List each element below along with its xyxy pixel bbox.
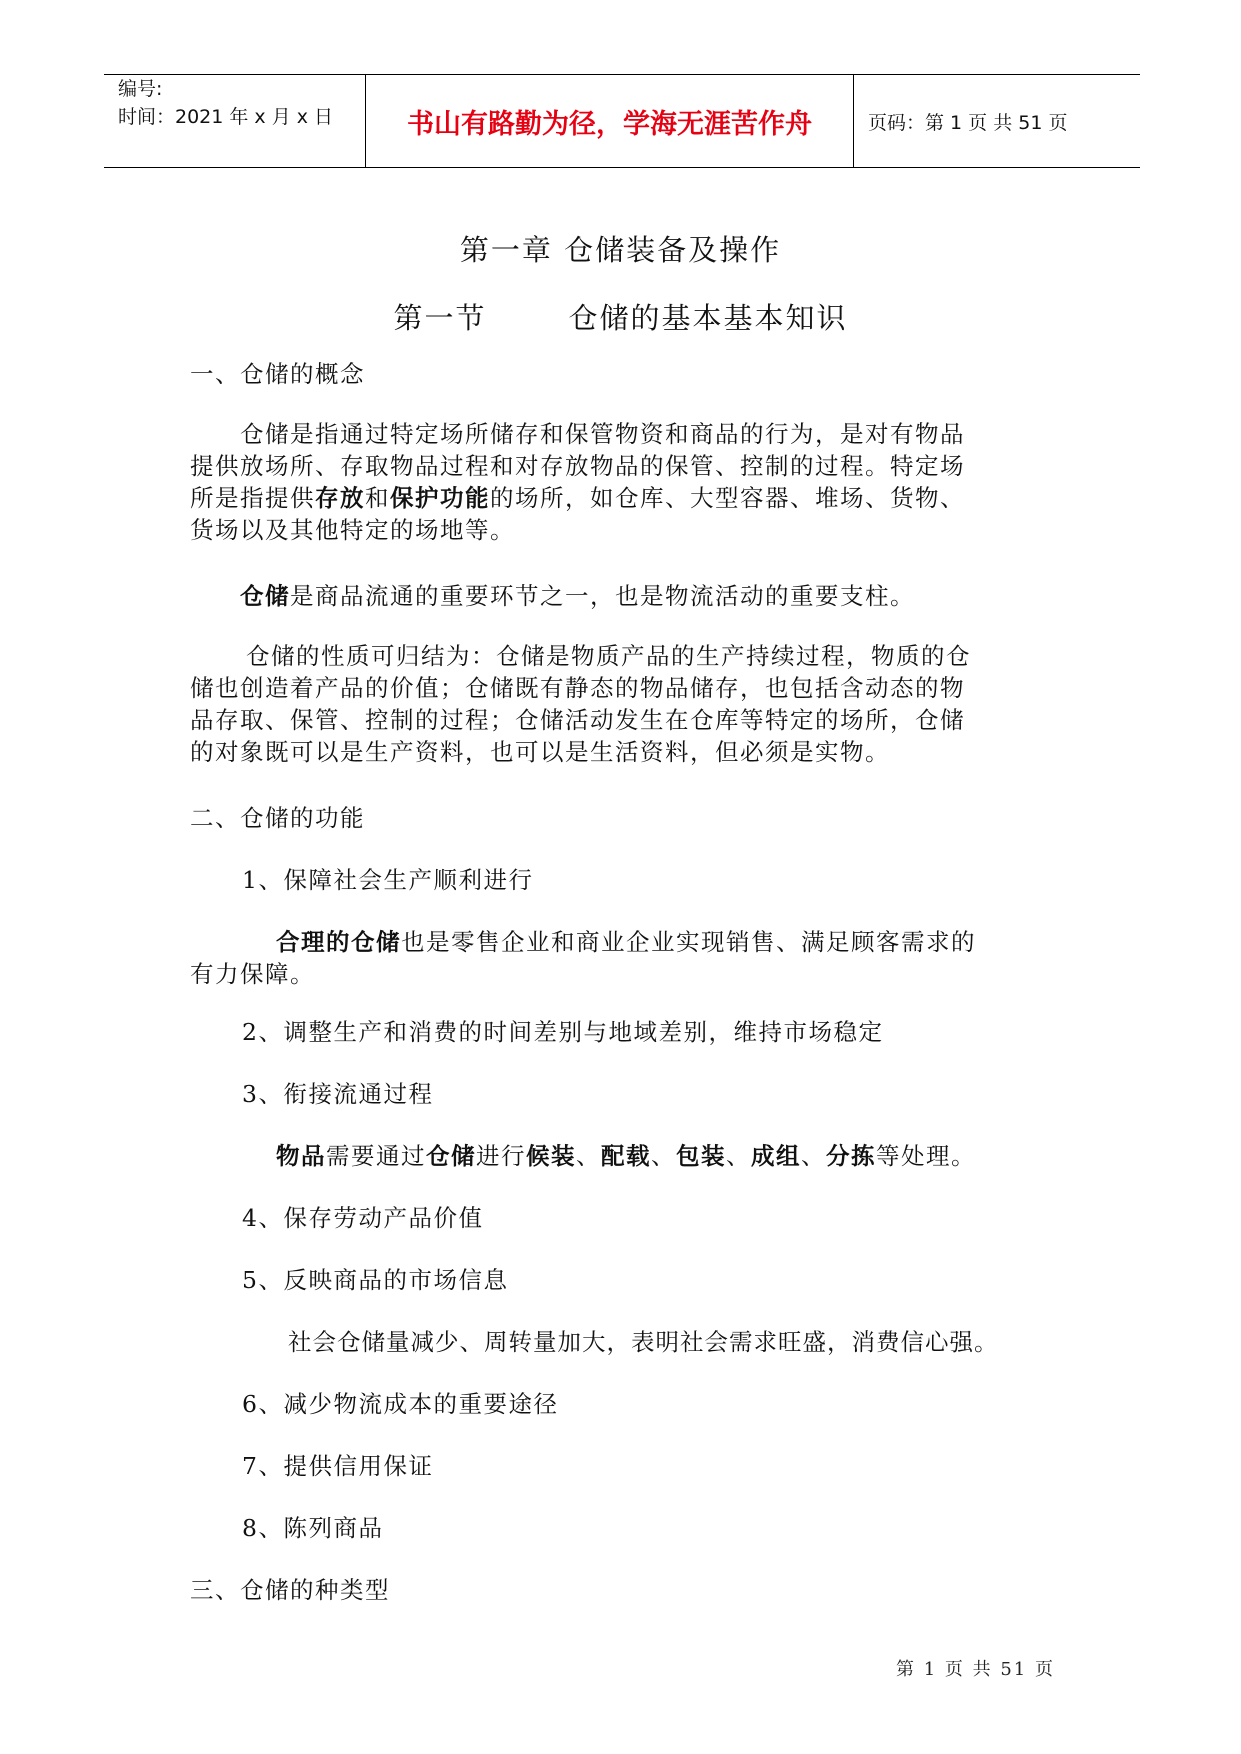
page-footer: 第 1 页 共 51 页 — [896, 1659, 1055, 1680]
bold-term: 包装 — [676, 1142, 726, 1170]
text: 所是指提供 — [190, 484, 315, 512]
header-info-cell — [104, 75, 366, 167]
section-name: 仓储的基本基本知识 — [568, 301, 848, 335]
paragraph-line: 提供放场所、存取物品过程和对存放物品的保管、控制的过程。特定场 — [190, 452, 965, 480]
text: 、 — [651, 1142, 676, 1170]
bold-term: 分拣 — [826, 1142, 876, 1170]
paragraph-line: 品存取、保管、控制的过程；仓储活动发生在仓库等特定的场所，仓储 — [190, 706, 965, 734]
paragraph-line: 货场以及其他特定的场地等。 — [190, 516, 515, 544]
paragraph-nature — [190, 640, 1070, 768]
text: 、 — [801, 1142, 826, 1170]
paragraph-importance — [240, 580, 915, 612]
header-page-label: 页码：第 1 页 共 51 页 — [868, 111, 1068, 134]
text: 需要通过 — [326, 1142, 426, 1170]
paragraph-line — [190, 926, 1070, 958]
bold-term: 仓储 — [426, 1142, 476, 1170]
function-item-3-note — [276, 1140, 976, 1172]
paragraph-line — [190, 482, 1070, 514]
text: 也是零售企业和商业企业实现销售、满足顾客需求的 — [401, 928, 976, 956]
paragraph-line: 储也创造着产品的价值；仓储既有静态的物品储存，也包括含动态的物 — [190, 674, 965, 702]
document-number-label: 编号: — [118, 78, 163, 100]
paragraph-line: 有力保障。 — [190, 960, 315, 988]
chapter-title: 第一章 仓储装备及操作 — [459, 233, 782, 267]
text: 是商品流通的重要环节之一，也是物流活动的重要支柱。 — [290, 582, 915, 610]
section-label: 第一节 — [393, 301, 487, 335]
text: 进行 — [476, 1142, 526, 1170]
text: 、 — [576, 1142, 601, 1170]
function-item-8: 8、陈列商品 — [242, 1514, 384, 1542]
text: 等处理。 — [876, 1142, 976, 1170]
function-item-2: 2、调整生产和消费的时间差别与地域差别，维持市场稳定 — [242, 1018, 884, 1046]
text: 的场所，如仓库、大型容器、堆场、货物、 — [490, 484, 965, 512]
text: 和 — [365, 484, 390, 512]
header-table — [104, 74, 1140, 168]
function-item-1-note — [190, 926, 1070, 990]
bold-term: 物品 — [276, 1142, 326, 1170]
heading-functions: 二、仓储的功能 — [190, 804, 365, 832]
bold-term: 仓储 — [240, 582, 290, 610]
function-item-5-note: 社会仓储量减少、周转量加大，表明社会需求旺盛，消费信心强。 — [288, 1328, 999, 1356]
heading-concept: 一、仓储的概念 — [190, 360, 365, 388]
bold-term: 合理的仓储 — [276, 928, 401, 956]
bold-term: 存放 — [315, 484, 365, 512]
function-item-4: 4、保存劳动产品价值 — [242, 1204, 484, 1232]
paragraph-line: 仓储是指通过特定场所储存和保管物资和商品的行为，是对有物品 — [240, 420, 965, 448]
bold-term: 候装 — [526, 1142, 576, 1170]
function-item-7: 7、提供信用保证 — [242, 1452, 434, 1480]
function-item-1: 1、保障社会生产顺利进行 — [242, 866, 534, 894]
bold-term: 保护功能 — [390, 484, 490, 512]
section-title — [0, 296, 1241, 337]
text: 、 — [726, 1142, 751, 1170]
function-item-5: 5、反映商品的市场信息 — [242, 1266, 509, 1294]
document-date-label: 时间：2021 年 x 月 x 日 — [118, 106, 334, 128]
bold-term: 配载 — [601, 1142, 651, 1170]
header-motto: 书山有路勤为径，学海无涯苦作舟 — [366, 75, 854, 167]
bold-term: 成组 — [751, 1142, 801, 1170]
function-item-3: 3、衔接流通过程 — [242, 1080, 434, 1108]
heading-types: 三、仓储的种类型 — [190, 1576, 390, 1604]
paragraph-line: 的对象既可以是生产资料，也可以是生活资料，但必须是实物。 — [190, 738, 890, 766]
paragraph-concept — [190, 418, 1070, 546]
function-item-6: 6、减少物流成本的重要途径 — [242, 1390, 559, 1418]
paragraph-line: 仓储的性质可归结为：仓储是物质产品的生产持续过程，物质的仓 — [246, 642, 971, 670]
